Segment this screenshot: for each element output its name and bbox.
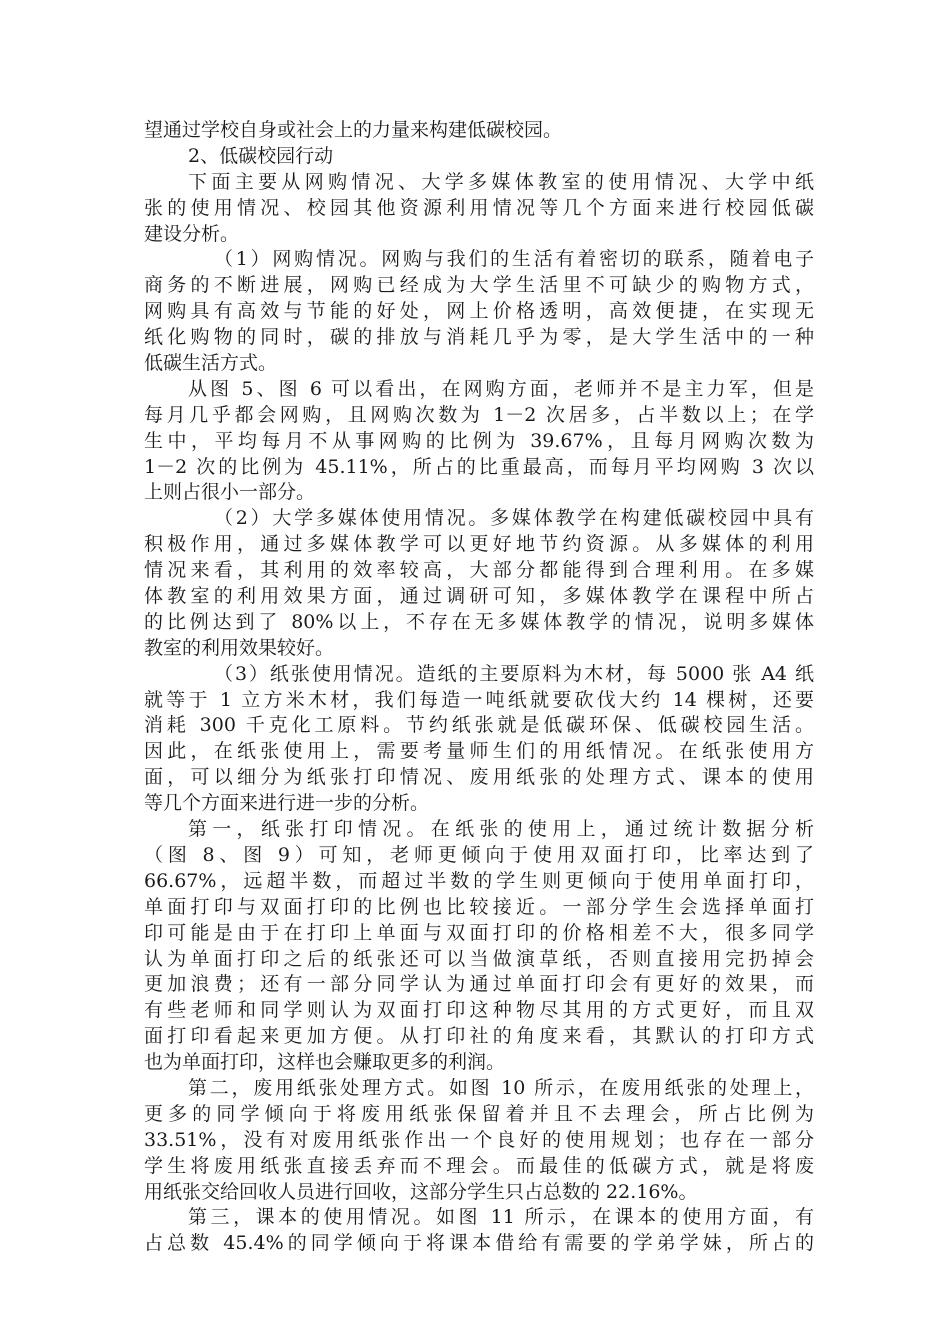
text-line: 生中，平均每月不从事网购的比例为 39.67%，且每月网购次数为 — [144, 429, 814, 452]
text-line: 张的使用情况、校园其他资源利用情况等几个方面来进行校园低碳 — [144, 196, 814, 219]
text-line: 体教室的利用效果方面，通过调研可知，多媒体教学在课程中所占 — [144, 585, 814, 608]
text-line: 消耗 300 千克化工原料。节约纸张就是低碳环保、低碳校园生活。 — [144, 714, 814, 737]
text-line: 望通过学校自身或社会上的力量来构建低碳校园。 — [144, 119, 563, 141]
text-line: 2、低碳校园行动 — [188, 144, 334, 167]
text-line: 的比例达到了 80%以上，不存在无多媒体教学的情况，说明多媒体 — [144, 610, 814, 633]
text-line: 每月几乎都会网购，且网购次数为 1－2 次居多，占半数以上；在学 — [144, 403, 814, 426]
text-line: 就等于 1 立方米木材，我们每造一吨纸就要砍伐大约 14 棵树，还要 — [144, 688, 814, 711]
text-line: 第一，纸张打印情况。在纸张的使用上，通过统计数据分析 — [188, 818, 814, 841]
text-line: 第三，课本的使用情况。如图 11 所示，在课本的使用方面，有 — [188, 1206, 814, 1229]
text-line: 也为单面打印，这样也会赚取更多的利润。 — [144, 1051, 506, 1074]
text-line: 学生将废用纸张直接丢弃而不理会。而最佳的低碳方式，就是将废 — [144, 1154, 814, 1177]
body-text — [144, 118, 814, 1257]
text-line: 有些老师和同学则认为双面打印这种物尽其用的方式更好，而且双 — [144, 999, 814, 1022]
text-line: 等几个方面来进行进一步的分析。 — [144, 792, 430, 815]
text-line: 从图 5、图 6 可以看出，在网购方面，老师并不是主力军，但是 — [188, 377, 814, 400]
text-line: 面打印看起来更加方便。从打印社的角度来看，其默认的打印方式 — [144, 1025, 814, 1048]
text-line: 上则占很小一部分。 — [144, 481, 316, 504]
text-line: （2）大学多媒体使用情况。多媒体教学在构建低碳校园中具有 — [214, 507, 814, 530]
text-line: 占总数 45.4%的同学倾向于将课本借给有需要的学弟学妹，所占的 — [144, 1232, 814, 1255]
text-line: 因此，在纸张使用上，需要考量师生们的用纸情况。在纸张使用方 — [144, 740, 814, 763]
text-line: （1）网购情况。网购与我们的生活有着密切的联系，随着电子 — [214, 248, 814, 271]
text-line: 面，可以细分为纸张打印情况、废用纸张的处理方式、课本的使用 — [144, 766, 814, 789]
text-line: 用纸张交给回收人员进行回收，这部分学生只占总数的 22.16%。 — [144, 1180, 698, 1203]
text-line: 更加浪费；还有一部分同学认为通过单面打印会有更好的效果，而 — [144, 973, 814, 996]
text-line: 积极作用，通过多媒体教学可以更好地节约资源。从多媒体的利用 — [144, 533, 814, 556]
text-line: 第二，废用纸张处理方式。如图 10 所示，在废用纸张的处理上， — [188, 1076, 814, 1099]
text-line: 1－2 次的比例为 45.11%，所占的比重最高，而每月平均网购 3 次以 — [144, 455, 814, 478]
text-line: 认为单面打印之后的纸张还可以当做演草纸，否则直接用完扔掉会 — [144, 947, 814, 970]
text-line: 更多的同学倾向于将废用纸张保留着并且不去理会，所占比例为 — [144, 1102, 814, 1125]
text-line: 情况来看，其利用的效率较高，大部分都能得到合理利用。在多媒 — [144, 559, 814, 582]
text-line: 33.51%，没有对废用纸张作出一个良好的使用规划；也存在一部分 — [144, 1128, 814, 1151]
text-line: 单面打印与双面打印的比例也比较接近。一部分学生会选择单面打 — [144, 895, 814, 918]
text-line: 教室的利用效果较好。 — [144, 636, 335, 659]
text-line: 低碳生活方式。 — [144, 352, 278, 375]
text-line: 66.67%，远超半数，而超过半数的学生则更倾向于使用单面打印， — [144, 869, 814, 892]
text-line: 纸化购物的同时，碳的排放与消耗几乎为零，是大学生活中的一种 — [144, 326, 814, 349]
text-line: 下面主要从网购情况、大学多媒体教室的使用情况、大学中纸 — [188, 170, 814, 193]
text-line: （3）纸张使用情况。造纸的主要原料为木材，每 5000 张 A4 纸 — [214, 662, 814, 685]
text-line: 网购具有高效与节能的好处，网上价格透明，高效便捷，在实现无 — [144, 300, 814, 323]
text-line: 商务的不断进展，网购已经成为大学生活里不可缺少的购物方式， — [144, 274, 814, 297]
text-line: 建设分析。 — [144, 222, 240, 245]
text-line: 印可能是由于在打印上单面与双面打印的价格相差不大，很多同学 — [144, 921, 814, 944]
text-line: （图 8、图 9）可知，老师更倾向于使用双面打印，比率达到了 — [144, 843, 814, 866]
